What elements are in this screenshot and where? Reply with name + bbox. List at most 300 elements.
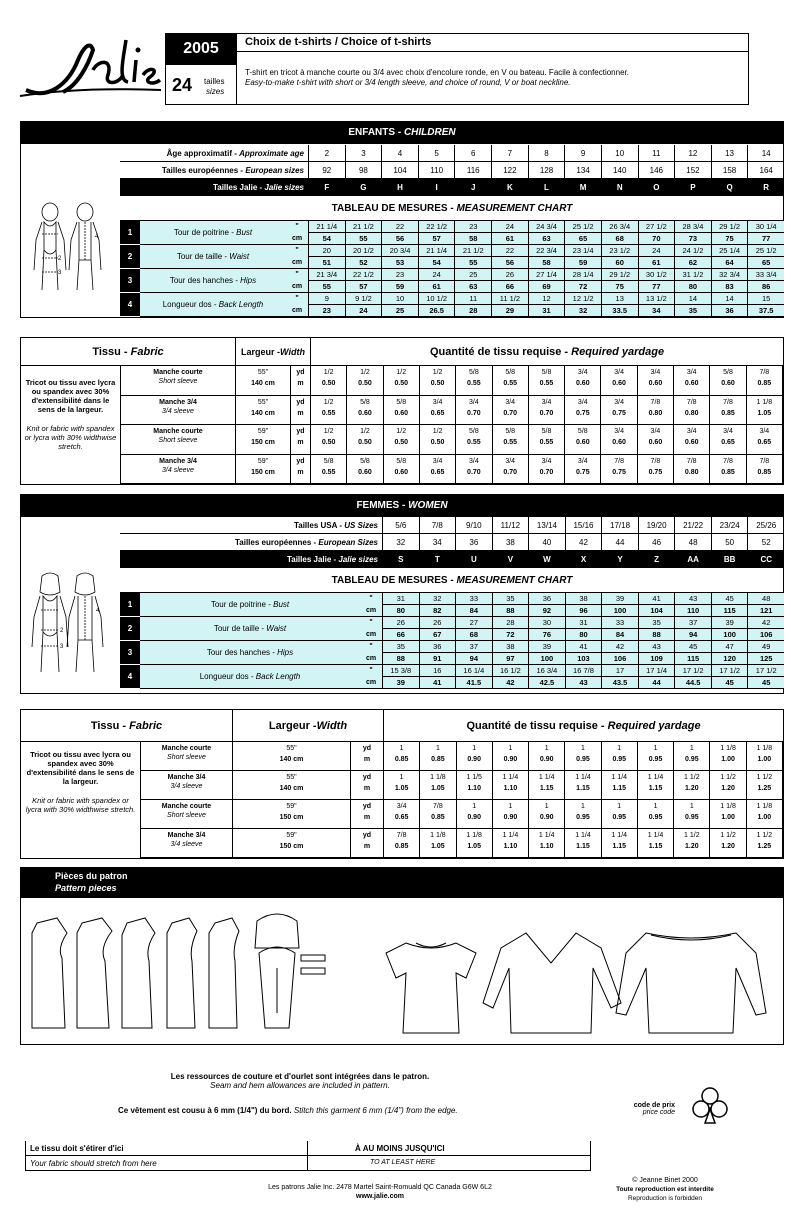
women-yardage-m: 0.95: [612, 814, 627, 821]
children-yardage-m: 0.50: [358, 380, 372, 387]
women-yardage-cell: [565, 742, 601, 771]
children-figure: [30, 200, 110, 310]
children-yardage-m: 0.50: [321, 380, 336, 387]
women-head-label-en: European Sizes: [318, 538, 378, 547]
women-measure-cell: [711, 593, 748, 617]
children-measure-in: 22 1/2: [346, 269, 382, 281]
children-head-cell: F: [308, 179, 345, 196]
women-measure-in: 39: [529, 641, 565, 653]
women-fabric-description: [21, 742, 141, 858]
stretch-from-fr: Le tissu doit s'étirer d'ici: [30, 1144, 124, 1153]
women-measure-in: 16 7/8: [566, 665, 602, 677]
women-row-number: 2: [120, 617, 140, 641]
women-fabric-header: [21, 710, 233, 742]
children-row-label-fr: Tour de poitrine -: [173, 228, 237, 237]
children-fabric-width-cm: 140 cm: [251, 380, 275, 387]
children-measure-cm: 24: [359, 306, 368, 315]
women-measure-cell: [638, 617, 675, 641]
women-measure-cm: 104: [650, 606, 663, 615]
children-yardage-yd: 3/4: [505, 457, 516, 465]
children-yardage-yd: 3/4: [577, 398, 588, 406]
women-yardage-m: 1.10: [503, 785, 518, 792]
women-measure-cell: [711, 665, 748, 689]
children-head-label: [120, 179, 308, 196]
women-measure-cm: 41.5: [466, 678, 482, 687]
children-measure-cm: 77: [762, 234, 771, 243]
women-measure-in: 16: [420, 665, 456, 677]
children-unit-m: m: [297, 380, 304, 387]
women-fabric-table: [20, 709, 784, 859]
children-fabric-header-en: Fabric: [130, 346, 164, 358]
women-measure-cm: 84: [615, 630, 625, 639]
women-yardage-header: [384, 710, 783, 742]
women-yardage-m: 1.00: [721, 814, 735, 821]
children-head-label: [120, 145, 308, 162]
women-yardage-yd: 1: [472, 803, 477, 810]
children-head-cell: 2: [308, 145, 345, 162]
women-fabric-units: [351, 771, 384, 800]
children-head-cell: 8: [528, 145, 565, 162]
women-measure-cm: 67: [433, 630, 442, 639]
women-measure-cell: [747, 665, 784, 689]
women-yardage-yd: 1 1/4: [575, 774, 591, 781]
children-unit-m: m: [297, 468, 304, 476]
women-yardage-m: 0.90: [539, 814, 554, 821]
children-row-number: 3: [120, 269, 140, 293]
women-width-header: [233, 710, 384, 742]
women-measure-in: 33: [456, 593, 492, 605]
women-measure-cm: 115: [723, 606, 736, 615]
children-head-cell: Q: [711, 179, 748, 196]
children-unit-inch: ": [295, 223, 299, 230]
children-fabric-header-fr: Tissu -: [92, 346, 131, 358]
stretch-to-en: TO AT LEAST HERE: [370, 1159, 436, 1166]
children-fabric-description-en: Knit or fabric with spandex or lycra with 30% widthwise stretch.: [24, 424, 117, 451]
women-measure-in: 16 3/4: [529, 665, 565, 677]
children-yardage-yd: 3/4: [469, 398, 479, 406]
women-yardage-cell: [747, 800, 783, 829]
children-yardage-cell: [674, 455, 710, 485]
children-yardage-yd: 3/4: [614, 428, 624, 435]
women-measure-cm: 106: [759, 630, 773, 639]
women-yardage-m: 1.05: [394, 785, 409, 792]
women-yardage-cell: [529, 742, 565, 771]
children-yardage-m: 0.60: [648, 380, 663, 387]
children-unit-cm: cm: [291, 307, 303, 314]
women-measure-in: 17: [602, 665, 638, 677]
women-yardage-yd: 1: [653, 745, 658, 752]
women-sleeve-type-fr: Manche 3/4: [167, 832, 206, 839]
children-fabric-header: [21, 338, 236, 366]
women-measure-in: 31: [566, 617, 602, 629]
children-head-cell: 92: [308, 162, 345, 179]
women-yardage-m: 1.00: [757, 814, 772, 821]
children-head-cell: 128: [528, 162, 565, 179]
children-fabric-width: [236, 396, 291, 426]
women-measure-in: 39: [602, 593, 638, 605]
svg-text:4: 4: [96, 608, 100, 614]
seam-note-fr: Les ressources de couture et d'ourlet sont intégrées dans le patron.: [170, 1072, 430, 1081]
women-yardage-m: 1.05: [431, 785, 445, 792]
children-row-units: [286, 221, 308, 245]
women-measure-in: 17 1/2: [712, 665, 748, 677]
women-fabric-width: [233, 742, 351, 771]
pattern-section: [20, 867, 784, 1045]
women-row-units: [360, 617, 382, 641]
women-yardage-yd: 1 1/8: [756, 803, 773, 810]
women-row-number: 4: [120, 665, 140, 689]
children-unit-inch: ": [295, 247, 299, 254]
women-yardage-m: 0.85: [394, 843, 409, 850]
children-measure-cm: 65: [578, 234, 588, 243]
women-row-units: [360, 593, 382, 617]
women-yardage-cell: [638, 829, 674, 858]
women-yardage-cell: [457, 771, 493, 800]
children-width-header: [236, 338, 311, 366]
children-measure-cm: 26.5: [429, 306, 444, 315]
children-yardage-cell: [493, 396, 529, 426]
women-measure-in: 26: [420, 617, 456, 629]
children-measure-cm: 72: [578, 282, 588, 291]
children-head-cell: R: [747, 179, 784, 196]
children-measure-cell: [418, 221, 455, 245]
children-measure-cm: 75: [615, 282, 624, 291]
women-yardage-cell: [420, 829, 456, 858]
children-unit-yd: yd: [296, 398, 305, 406]
children-fabric-units: [291, 425, 311, 455]
women-measure-cell: [565, 641, 602, 665]
pattern-number-box: [166, 34, 236, 64]
children-head-cell: I: [418, 179, 455, 196]
women-width-header-en: Width: [316, 719, 348, 732]
children-head-cell: O: [638, 179, 675, 196]
children-head-cell: 134: [564, 162, 601, 179]
children-yardage-cell: [456, 366, 492, 396]
children-yardage-m: 0.75: [648, 468, 663, 476]
women-head-cell: 38: [492, 534, 529, 551]
women-measure-cell: [492, 665, 529, 689]
women-yardage-m: 0.95: [648, 756, 663, 763]
women-yardage-m: 0.85: [394, 756, 409, 763]
children-measure-in: 30 1/2: [639, 269, 675, 281]
women-yardage-m: 1.00: [757, 756, 772, 763]
children-measure-cm: 58: [542, 258, 551, 267]
women-measure-cm: 44: [652, 678, 661, 687]
children-measure-cell: [674, 293, 711, 317]
women-measure-cell: [747, 641, 784, 665]
women-size-grid: [120, 517, 784, 693]
children-yardage-m: 1.05: [757, 409, 772, 417]
women-yardage-yd: 1 1/4: [538, 774, 555, 781]
children-yardage-m: 0.60: [721, 380, 735, 387]
women-row-label: [140, 665, 360, 689]
women-yardage-cell: [565, 800, 601, 829]
women-yardage-cell: [602, 771, 638, 800]
children-yardage-yd: 7/8: [650, 398, 661, 406]
children-row-label-fr: Longueur dos -: [162, 300, 219, 309]
children-yardage-cell: [747, 396, 783, 426]
women-yardage-cell: [384, 771, 420, 800]
children-title-fr: ENFANTS -: [348, 127, 404, 138]
children-measure-in: 13: [602, 293, 638, 305]
children-measure-in: 26 3/4: [602, 221, 638, 233]
children-yardage-cell: [347, 455, 383, 485]
women-measure-cm: 76: [542, 630, 552, 639]
children-yardage-cell: [638, 396, 674, 426]
children-measure-cell: [308, 245, 345, 269]
children-measure-cm: 54: [322, 234, 331, 243]
women-measure-cell: [601, 617, 638, 641]
women-fabric-width-in: 55": [286, 745, 297, 752]
children-measure-cell: [601, 269, 638, 293]
children-yardage-m: 0.50: [430, 380, 445, 387]
children-measure-cell: [747, 245, 784, 269]
children-measure-cell: [381, 221, 418, 245]
children-head-cell: 110: [418, 162, 455, 179]
children-yardage-m: 0.80: [684, 468, 699, 476]
women-measure-in: 35: [639, 617, 675, 629]
children-yardage-cell: [493, 425, 529, 455]
sizes-label-en: sizes: [206, 87, 225, 96]
company-info: [200, 1184, 560, 1200]
children-yardage-yd: 7/8: [686, 457, 697, 465]
women-head-label-en: Jalie sizes: [338, 555, 378, 564]
women-measure-cell: [419, 665, 456, 689]
sew-note-en: Stitch this garment 6 mm (1/4") from the edge.: [293, 1106, 458, 1115]
children-yardage-cell: [311, 396, 347, 426]
women-row-units: [360, 665, 382, 689]
children-yardage-cell: [420, 425, 456, 455]
women-yardage-cell: [674, 800, 710, 829]
children-measure-in: 9: [309, 293, 345, 305]
women-head-label-en: US Sizes: [344, 521, 378, 530]
children-sleeve-type-fr: Manche 3/4: [159, 457, 197, 465]
women-measure-cm: 97: [506, 654, 515, 663]
children-measure-cm: 75: [725, 234, 734, 243]
women-yardage-m: 1.00: [721, 756, 735, 763]
sizes-box: [166, 64, 236, 104]
women-sleeve-type-en: 3/4 sleeve: [170, 783, 203, 790]
women-yardage-yd: 1 1/8: [756, 745, 773, 752]
women-head-label-fr: Tailles Jalie -: [286, 555, 339, 564]
women-measure-in: 31: [383, 593, 419, 605]
children-yardage-m: 0.60: [358, 409, 372, 417]
children-measure-cm: 37.5: [758, 306, 774, 315]
children-measure-cell: [711, 293, 748, 317]
women-unit-m: m: [363, 756, 371, 763]
women-measure-cm: 42: [506, 678, 515, 687]
women-head-cell: 5/6: [382, 517, 419, 534]
children-unit-cm: cm: [291, 235, 303, 242]
women-unit-cm: cm: [365, 607, 377, 614]
women-measure-cell: [711, 617, 748, 641]
women-yardage-yd: 1: [689, 745, 694, 752]
women-yardage-m: 1.20: [684, 785, 699, 792]
women-measure-cell: [638, 665, 675, 689]
children-size-grid: [120, 145, 784, 317]
women-yardage-yd: 1: [581, 803, 585, 810]
children-head-cell: G: [345, 179, 382, 196]
children-measure-in: 9 1/2: [346, 293, 382, 305]
women-yardage-cell: [529, 771, 565, 800]
children-row-label-fr: Tour de taille -: [176, 252, 230, 261]
children-yardage-cell: [311, 455, 347, 485]
women-row-label-en: Waist: [266, 624, 287, 633]
women-yardage-yd: 1 1/2: [684, 774, 700, 781]
children-measure-cell: [454, 269, 491, 293]
children-yardage-yd: 3/4: [577, 369, 588, 376]
women-yardage-m: 1.20: [721, 843, 735, 850]
women-row-number: 1: [120, 593, 140, 617]
children-measure-cm: 55: [322, 282, 331, 291]
children-measure-cell: [564, 269, 601, 293]
women-yardage-m: 0.95: [576, 756, 590, 763]
children-yardage-yd: 7/8: [723, 398, 733, 406]
children-measure-cm: 34: [652, 306, 661, 315]
children-sleeve-type-en: 3/4 sleeve: [162, 466, 194, 474]
pattern-number: 2005: [183, 40, 219, 57]
children-measure-cm: 63: [469, 282, 478, 291]
children-sleeve-type-en: Short sleeve: [158, 378, 198, 385]
children-measure-cm: 58: [469, 234, 478, 243]
price-code: [620, 1102, 675, 1116]
women-chart-title: [120, 568, 784, 593]
women-sleeve-type-fr: Manche courte: [161, 803, 212, 810]
women-unit-yd: yd: [362, 803, 372, 810]
women-measure-cell: [601, 641, 638, 665]
children-fabric-units: [291, 455, 311, 485]
children-unit-inch: ": [295, 271, 299, 278]
children-yardage-cell: [674, 366, 710, 396]
children-measure-in: 27 1/2: [639, 221, 675, 233]
women-row-label-fr: Tour de poitrine -: [210, 600, 274, 609]
children-head-cell: 5: [418, 145, 455, 162]
women-fabric-width: [233, 800, 351, 829]
children-fabric-width-cm: 150 cm: [251, 468, 275, 476]
women-sleeve-type-fr: Manche courte: [161, 745, 212, 752]
women-unit-m: m: [363, 843, 371, 850]
children-row-units: [286, 245, 308, 269]
children-yardage-yd: 5/8: [505, 428, 516, 435]
svg-text:4: 4: [95, 234, 99, 240]
children-measure-cell: [418, 245, 455, 269]
children-yardage-cell: [601, 455, 637, 485]
women-unit-inch: ": [369, 667, 373, 674]
children-sleeve-type-fr: Manche courte: [153, 428, 203, 435]
women-measure-in: 42: [748, 617, 784, 629]
children-measure-cell: [345, 221, 382, 245]
children-measure-cm: 64: [725, 258, 734, 267]
women-head-cell: 13/14: [528, 517, 565, 534]
company-address: Les patrons Jalie Inc. 2478 Martel Saint-Romuald QC Canada G6W 6L2: [268, 1184, 492, 1191]
women-measure-cm: 103: [577, 654, 590, 663]
children-yardage-cell: [493, 366, 529, 396]
children-measure-in: 31 1/2: [675, 269, 711, 281]
children-yardage-yd: 5/8: [723, 369, 733, 376]
children-measure-in: 21 1/4: [419, 245, 455, 257]
women-measure-cm: 68: [469, 630, 479, 639]
children-yardage-yd: 3/4: [650, 369, 661, 376]
sizes-label-fr: tailles: [204, 77, 225, 86]
children-measure-cm: 80: [688, 282, 698, 291]
children-yardage-cell: [384, 455, 420, 485]
women-row-label-fr: Tour des hanches -: [206, 648, 278, 657]
children-measure-cell: [674, 221, 711, 245]
children-fabric-width-cm: 140 cm: [251, 409, 275, 417]
children-measure-cm: 65: [762, 258, 771, 267]
children-measure-cm: 57: [359, 282, 368, 291]
children-measure-cm: 55: [469, 258, 478, 267]
women-measure-cm: 66: [396, 630, 405, 639]
children-title-bar: [21, 122, 783, 144]
children-fabric-width: [236, 425, 291, 455]
children-yardage-m: 0.65: [757, 439, 772, 446]
page-title: Choix de t-shirts / Choice of t-shirts: [245, 36, 432, 48]
women-yardage-yd: 1: [508, 803, 513, 810]
women-measure-in: 41: [566, 641, 602, 653]
children-row-label: [140, 293, 286, 317]
children-fabric-width-in: 55": [257, 398, 269, 406]
children-head-cell: 9: [564, 145, 601, 162]
women-measure-cm: 92: [542, 606, 552, 615]
women-head-cell: 52: [747, 534, 784, 551]
women-yardage-m: 0.90: [503, 756, 518, 763]
women-yardage-cell: [493, 829, 529, 858]
children-yardage-cell: [493, 455, 529, 485]
company-website[interactable]: www.jalie.com: [356, 1193, 404, 1200]
children-yardage-cell: [565, 455, 601, 485]
children-head-cell: H: [381, 179, 418, 196]
children-measure-in: 25 1/4: [712, 245, 748, 257]
women-head-cell: 42: [565, 534, 602, 551]
women-yardage-cell: [529, 829, 565, 858]
children-yardage-m: 0.80: [684, 409, 699, 417]
women-yardage-cell: [384, 829, 420, 858]
women-yardage-m: 0.90: [467, 756, 481, 763]
children-measure-cell: [601, 221, 638, 245]
women-fabric-width-in: 59": [286, 832, 297, 839]
children-measure-cell: [674, 245, 711, 269]
children-yardage-yd: 5/8: [469, 369, 479, 376]
women-sleeve-type-en: 3/4 sleeve: [170, 841, 203, 848]
women-yardage-yd: 1: [544, 803, 549, 810]
women-measure-cm: 80: [579, 630, 588, 639]
children-measure-cm: 55: [359, 234, 368, 243]
women-measure-in: 43: [675, 593, 711, 605]
women-yardage-m: 1.20: [684, 843, 699, 850]
children-unit-cm: cm: [291, 283, 303, 290]
women-sleeve-type: [141, 742, 233, 771]
children-measure-cm: 83: [725, 282, 734, 291]
women-head-label-fr: Tailles USA -: [293, 521, 345, 530]
women-yardage-cell: [602, 800, 638, 829]
children-measure-in: 24: [639, 245, 675, 257]
children-yardage-yd: 1/2: [432, 428, 443, 435]
children-measure-cell: [564, 221, 601, 245]
children-yardage-yd: 5/8: [396, 457, 407, 465]
children-yardage-yd: 1/2: [396, 428, 407, 435]
women-yardage-cell: [565, 829, 601, 858]
copyright-block: [610, 1177, 720, 1202]
children-measure-cm: 54: [432, 258, 441, 267]
women-measure-cm: 42.5: [539, 678, 555, 687]
children-yardage-m: 0.85: [721, 409, 735, 417]
women-measure-cell: [638, 641, 675, 665]
women-fabric-width-cm: 150 cm: [279, 843, 304, 850]
description-en: Easy-to-make t-shirt with short or 3/4 length sleeve, and choice of round, V or boat neckline.: [245, 78, 571, 87]
women-yardage-yd: 1 1/8: [720, 745, 736, 752]
women-yardage-m: 0.85: [431, 756, 445, 763]
